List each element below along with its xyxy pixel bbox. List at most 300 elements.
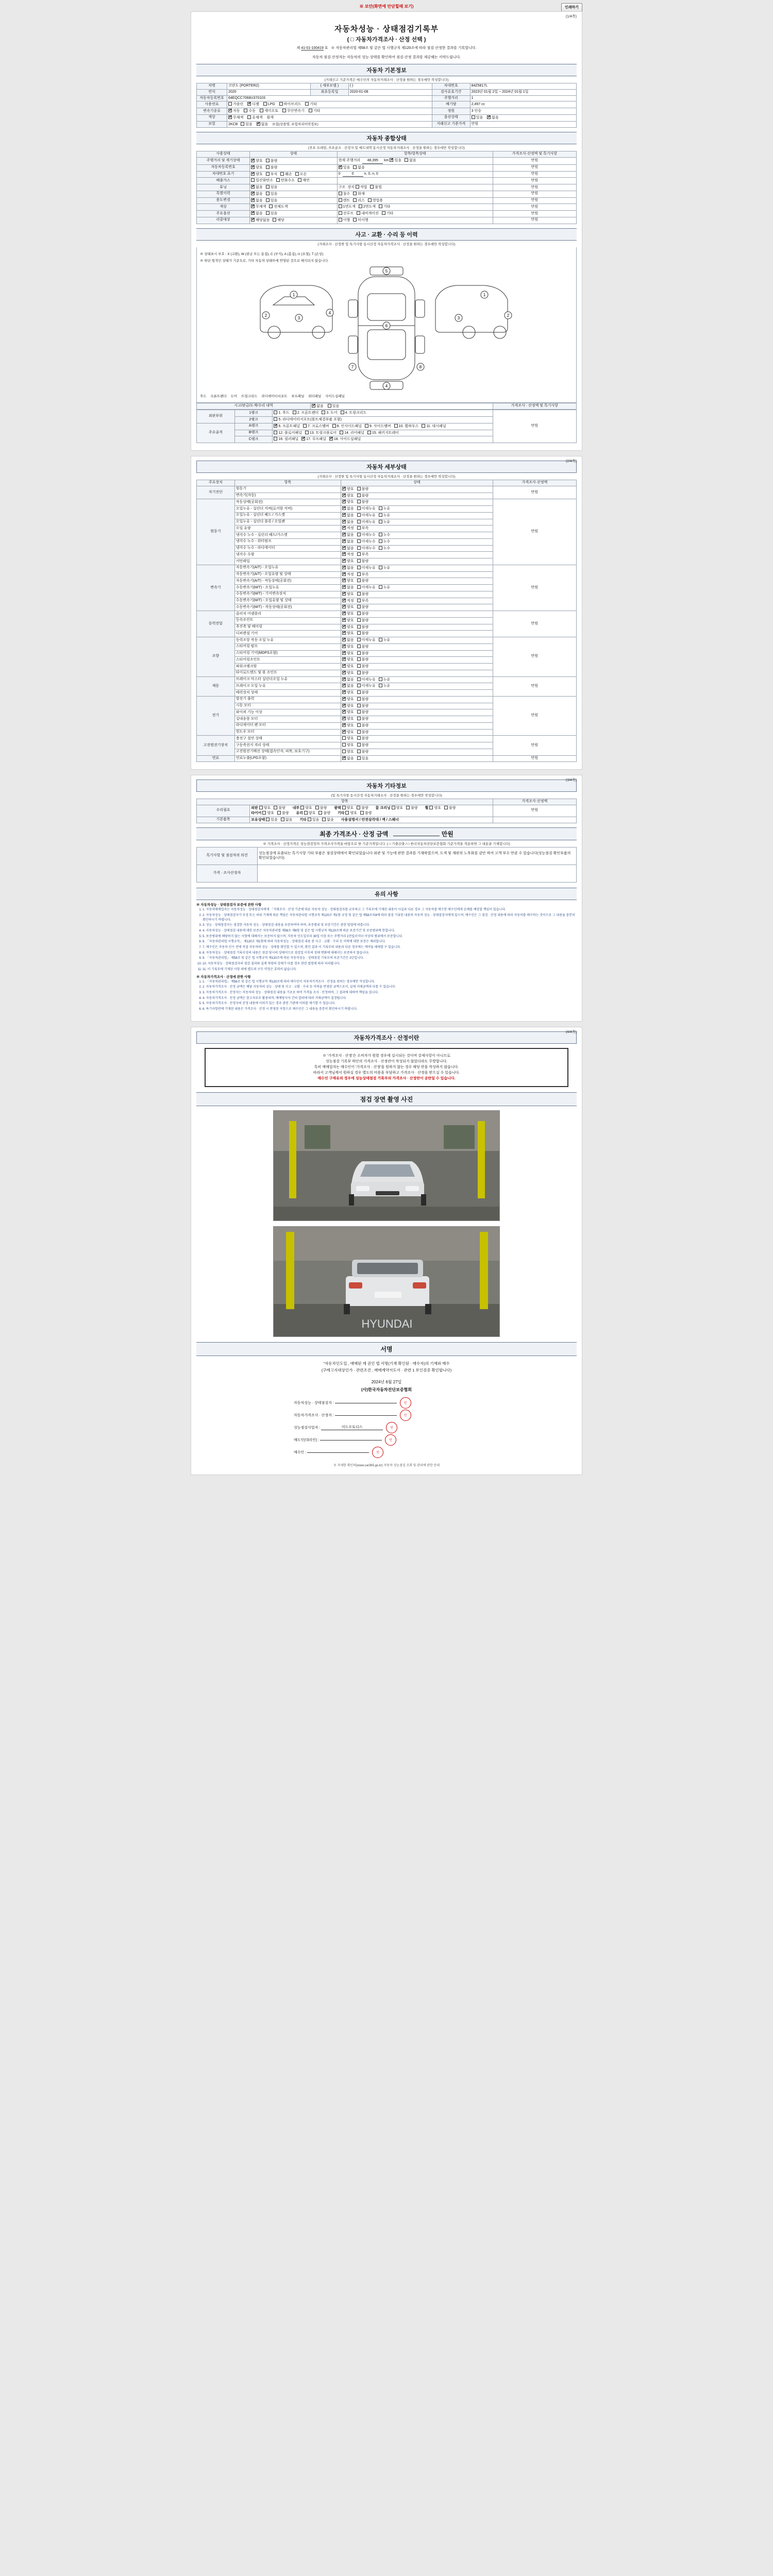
detail-5-1-opt-1[interactable]: 미세누유 bbox=[357, 684, 376, 689]
detail-1-4-opt-1[interactable]: 부족 bbox=[357, 526, 369, 531]
legend-item-4: 트렁크리드 bbox=[241, 394, 258, 398]
overall-c2-8-opt-0[interactable]: 선루프 bbox=[339, 211, 354, 216]
detail-4-0-opt-1[interactable]: 미세누유 bbox=[357, 638, 376, 643]
base-price-unit: 만원 bbox=[470, 121, 576, 128]
option-opt-yes[interactable]: 있음 bbox=[472, 115, 483, 121]
overall-c2-6-opt-0[interactable]: 렌트 bbox=[339, 198, 350, 204]
detail-2-3-opt-0[interactable]: ✔ 없음 bbox=[342, 585, 354, 590]
detail-group-4: 조향 bbox=[197, 637, 235, 677]
detail-item-6-5: 윈도우 모터 bbox=[234, 729, 341, 736]
overall-c1-0-opt-1[interactable]: 불량 bbox=[266, 159, 278, 164]
detail-item-1-0: 작동상태(공회전) bbox=[234, 499, 341, 506]
signature-row-value-2: 미드오토디스 bbox=[321, 1425, 383, 1430]
etc-0-5-opt-1[interactable]: 불량 bbox=[277, 811, 289, 816]
detail-1-3-opt-1[interactable]: 미세누유 bbox=[357, 520, 376, 525]
table-row bbox=[197, 114, 577, 121]
detail-7-2-opt-0[interactable]: 양호 bbox=[342, 750, 354, 755]
seats-unit: 인승 bbox=[474, 109, 481, 113]
etc-0-1: 내부 양호 불량 bbox=[292, 806, 327, 810]
grade-0-item-0[interactable]: 1. 후드 bbox=[274, 411, 289, 416]
detail-4-0-opt-0[interactable]: ✔ 없음 bbox=[342, 638, 354, 643]
overall-c1-7-opt-1[interactable]: 전체도색 bbox=[269, 205, 288, 210]
tr-opt-etc[interactable]: 기타 bbox=[309, 109, 321, 114]
detail-5-0-opt-0[interactable]: ✔ 없음 bbox=[342, 677, 354, 683]
detail-0-0-opt-1[interactable]: 불량 bbox=[357, 487, 369, 492]
notice-item: 1. 1. 「자동차관리법」 제58조 및 같은 법 시행규칙 제120조에 따라 매수인이 자동차가격조사 · 산정을 원하는 경우에만 작성합니다. bbox=[203, 980, 577, 985]
accident-opt-yes[interactable]: 있음 bbox=[328, 404, 340, 409]
table-row bbox=[197, 565, 577, 571]
tr-opt-manual[interactable]: 수동 bbox=[244, 109, 256, 114]
table-row bbox=[197, 817, 577, 823]
detail-1-1-opt-2[interactable]: 누유 bbox=[379, 506, 391, 512]
page-3 bbox=[191, 775, 582, 1021]
overall-c2-7-opt-1[interactable]: 2면도색 bbox=[359, 205, 376, 210]
detail-0-1-opt-1[interactable]: 불량 bbox=[357, 494, 369, 499]
price-row-value-1 bbox=[257, 865, 576, 883]
detail-6-1-opt-1[interactable]: 불량 bbox=[357, 704, 369, 709]
overall-c2-8-opt-2[interactable]: 기타 bbox=[382, 211, 394, 216]
detail-1-6-opt-0[interactable]: ✔ 없음 bbox=[342, 539, 354, 545]
detail-price-6: 만원 bbox=[493, 696, 576, 736]
overall-c1-8-opt-1[interactable]: 있음 bbox=[266, 211, 278, 216]
overall-c2-6-opt-1[interactable]: 리스 bbox=[353, 198, 365, 204]
notice-item: 2. 2. 자동차가격조사 · 산정 금액은 해당 자동차의 성능 · 상태 및 사고 · 교환 · 수리 등 이력을 반영한 금액으로서, 실제 거래금액과 다를 수 있습니다. bbox=[203, 985, 577, 990]
detail-6-3-opt-0[interactable]: ✔ 양호 bbox=[342, 717, 354, 722]
notice-item: 4. 4. 자동차가격조사 · 산정 금액은 참고자료로 활용되며, 매매당사자 간의 합의에 따라 거래금액이 결정됩니다. bbox=[203, 996, 577, 1001]
grade-1-item-0[interactable]: 5. 라디에이터서포트(볼트체결부품 포함) bbox=[274, 417, 342, 422]
detail-5-2-opt-0[interactable]: ✔ 양호 bbox=[342, 690, 354, 696]
grade-4-item-1[interactable]: ✔ 17. 루프패널 bbox=[301, 437, 326, 442]
detail-4-4-opt-0[interactable]: ✔ 양호 bbox=[342, 664, 354, 669]
car-name-label: 차명 bbox=[197, 83, 227, 90]
detail-4-0-opt-2[interactable]: 누유 bbox=[379, 638, 391, 643]
table-row bbox=[197, 121, 577, 128]
insurance-opt-yes[interactable]: 있음 bbox=[241, 122, 253, 127]
detail-0-1-opt-0[interactable]: ✔ 양호 bbox=[342, 494, 354, 499]
fuel-opt-diesel[interactable]: ✔ 디젤 bbox=[247, 102, 259, 107]
overall-c1-6-opt-1[interactable]: 있음 bbox=[266, 198, 278, 204]
insurance-extra: 보험(상품명, 보험처리이력정보) bbox=[272, 122, 318, 126]
option-opt-no[interactable]: ✔ 없음 bbox=[487, 115, 499, 121]
table-row bbox=[197, 611, 577, 618]
legend-item-1: 후드 bbox=[200, 394, 207, 398]
notice-item: 4. 4. 자동차성능 · 상태점검 내용에 대한 보증은 자동차관리법 제58조 제6항 및 같은 법 시행규칙 제120조에 따른 보증기간 및 보증범위에 한합니다. bbox=[203, 929, 577, 934]
overall-c1-9-opt-1[interactable]: 해당 bbox=[273, 218, 284, 223]
detail-1-6-opt-2[interactable]: 누수 bbox=[379, 539, 391, 545]
grade-2-item-2[interactable]: 8. 인사이드패널 bbox=[332, 424, 362, 429]
color-opt-chromatic[interactable]: 유채색 bbox=[247, 115, 262, 121]
caution-line-1: ※ '가격조사 · 산정'은 소비자가 원할 경우에 실시되는 것이며 강제사항이 아니므로 bbox=[323, 1054, 450, 1058]
detail-4-4-opt-1[interactable]: 불량 bbox=[357, 664, 369, 669]
detail-state-3-0 bbox=[341, 611, 493, 618]
detail-4-2-opt-0[interactable]: ✔ 양호 bbox=[342, 651, 354, 656]
grade-rank-3: B랭크 bbox=[234, 430, 273, 436]
detail-1-2-opt-0[interactable]: ✔ 없음 bbox=[342, 513, 354, 518]
detail-2-0-opt-2[interactable]: 누유 bbox=[379, 566, 391, 571]
detail-8-0-opt-1[interactable]: 있음 bbox=[357, 756, 369, 761]
detail-item-5-0: 브레이크 마스터 실린더오일 누유 bbox=[234, 676, 341, 683]
overall-c2-5-opt-1[interactable]: 화재 bbox=[353, 192, 365, 197]
etc-0-4-opt-1[interactable]: 불량 bbox=[444, 806, 456, 811]
grade-2-item-5[interactable]: 11. 대시패널 bbox=[422, 424, 446, 429]
table-row bbox=[197, 191, 577, 197]
detail-group-6: 전기 bbox=[197, 696, 235, 736]
etc-1-1-opt-1[interactable]: 없음 bbox=[322, 818, 334, 823]
etc-0-0-opt-0[interactable]: 양호 bbox=[259, 806, 271, 811]
detail-6-4-opt-0[interactable]: ✔ 양호 bbox=[342, 723, 354, 728]
overall-c1-3-opt-2[interactable]: 매연 bbox=[298, 178, 310, 183]
detail-3-2-opt-0[interactable]: ✔ 양호 bbox=[342, 625, 354, 630]
tr-opt-cvt[interactable]: 무단변속기 bbox=[282, 109, 305, 114]
detail-3-0-opt-0[interactable]: ✔ 양호 bbox=[342, 612, 354, 617]
overall-c1-5-opt-0[interactable]: ✔ 없음 bbox=[251, 192, 263, 197]
detail-7-0-opt-1[interactable]: 불량 bbox=[357, 736, 369, 741]
fuel-opt-etc[interactable]: 기타 bbox=[305, 102, 317, 107]
etc-0-4-opt-0[interactable]: 양호 bbox=[429, 806, 441, 811]
notice-title: 유의 사항 bbox=[196, 888, 577, 900]
seats-number: 3 bbox=[471, 109, 474, 113]
overall-c1-1-opt-0[interactable]: ✔ 양호 bbox=[251, 165, 263, 171]
notice-item: 11. 11. 이 기록부에 기재된 사항 외에 별도의 구두 약정은 효력이 없습니다. bbox=[203, 968, 577, 972]
detail-1-5-opt-2[interactable]: 누수 bbox=[379, 533, 391, 538]
overall-c1-7-opt-0[interactable]: ✔ 무채색 bbox=[251, 205, 266, 210]
table-row bbox=[197, 499, 577, 506]
detail-7-1-opt-0[interactable]: 양호 bbox=[342, 743, 354, 748]
grade-2-item-3[interactable]: 9. 사이드멤버 bbox=[365, 424, 391, 429]
option-value bbox=[470, 114, 576, 121]
overall-c2-1-opt-0[interactable]: ✔ 있음 bbox=[339, 165, 350, 171]
etc-0-1-opt-1[interactable]: 불량 bbox=[315, 806, 327, 811]
etc-1-0-opt-1[interactable]: 없음 bbox=[281, 818, 293, 823]
detail-price-7: 만원 bbox=[493, 736, 576, 755]
detail-1-2-opt-2[interactable]: 누유 bbox=[379, 513, 391, 518]
etc-0-7-opt-1[interactable]: 불량 bbox=[360, 811, 372, 816]
table-row bbox=[197, 637, 577, 644]
notice-item: 5. 5. 보증범위에 해당하지 않는 사항에 대해서는 보증하지 않으며, 자동차 인도일부터 30일 이상 또는 주행거리 2천킬로미터 이상의 범위에서 보증합니다. bbox=[203, 935, 577, 939]
signature-row: 자동차성능 · 상태점검자 : 인 bbox=[294, 1397, 479, 1409]
detail-price-0: 만원 bbox=[493, 486, 576, 499]
grade-2-item-0[interactable]: ✔ 6. 프론트패널 bbox=[274, 424, 300, 429]
tr-opt-auto[interactable]: ✔ 자동 bbox=[228, 109, 240, 114]
detail-1-3-opt-2[interactable]: 누유 bbox=[379, 520, 391, 525]
detail-state-1-9 bbox=[341, 558, 493, 565]
detail-2-3-opt-1[interactable]: 미세누유 bbox=[357, 585, 376, 590]
detail-item-2-0: 자동변속기(A/T) - 오일누유 bbox=[234, 565, 341, 571]
photo-front-image bbox=[274, 1111, 500, 1221]
grade-2-item-1[interactable]: 7. 크로스멤버 bbox=[303, 424, 329, 429]
overall-c1-4-opt-0[interactable]: ✔ 없음 bbox=[251, 185, 263, 190]
overall-c1-2-opt-2[interactable]: 훼손 bbox=[280, 172, 292, 177]
detail-item-2-2: 자동변속기(A/T) - 작동상태(공회전) bbox=[234, 578, 341, 585]
detail-7-1-opt-1[interactable]: 불량 bbox=[357, 743, 369, 748]
overall-c2-0-opt-1[interactable]: 없음 bbox=[405, 158, 416, 163]
notice-s1-list bbox=[203, 908, 577, 972]
table-row bbox=[197, 848, 577, 865]
detail-6-2-opt-0[interactable]: ✔ 양호 bbox=[342, 710, 354, 715]
detail-item-3-2: 추진축 및 베어링 bbox=[234, 624, 341, 631]
grade-3-item-1[interactable]: 13. 트렁크플로어 bbox=[305, 431, 337, 436]
overall-c2-9-opt-0[interactable]: 이행 bbox=[339, 218, 350, 223]
grade-2-item-4[interactable]: 10. 휠하우스 bbox=[394, 424, 419, 429]
detail-4-1-opt-0[interactable]: ✔ 양호 bbox=[342, 645, 354, 650]
detail-state-5-0 bbox=[341, 676, 493, 683]
detail-item-6-4: 라디에이터 팬 모터 bbox=[234, 722, 341, 729]
detail-1-7-opt-0[interactable]: ✔ 없음 bbox=[342, 546, 354, 551]
overall-c1-2-opt-0[interactable]: ✔ 양호 bbox=[251, 172, 263, 177]
grade-body bbox=[197, 410, 577, 443]
grade-0-item-2[interactable]: 3. 도어 bbox=[322, 411, 337, 416]
overall-row-state-4 bbox=[250, 184, 338, 191]
page-1 bbox=[191, 11, 582, 451]
overall-row-state-1 bbox=[250, 164, 338, 171]
tr-opt-semi[interactable]: 세미오토 bbox=[260, 109, 278, 114]
detail-2-0-opt-0[interactable]: ✔ 없음 bbox=[342, 566, 354, 571]
etc-0-6-opt-1[interactable]: 불량 bbox=[318, 811, 330, 816]
detail-2-1-opt-1[interactable]: 부족 bbox=[357, 572, 369, 578]
grade-4-item-2[interactable]: ✔ 18. 사이드실패널 bbox=[329, 437, 361, 442]
mileage-label: 주행거리 bbox=[432, 95, 470, 101]
detail-1-6-opt-1[interactable]: 미세누수 bbox=[357, 539, 376, 545]
grade-0-item-1[interactable]: 2. 프론트펜더 bbox=[293, 411, 319, 416]
detail-6-4-opt-1[interactable]: 불량 bbox=[357, 723, 369, 728]
detail-6-5-opt-1[interactable]: 불량 bbox=[357, 730, 369, 735]
trim-value: ( ) bbox=[348, 83, 432, 90]
signature-band: 서명 bbox=[196, 1342, 577, 1356]
overall-c2-4-opt-0[interactable]: 적법 bbox=[356, 185, 367, 190]
detail-state-4-5 bbox=[341, 670, 493, 676]
table-row bbox=[197, 865, 577, 883]
detail-4-2-opt-1[interactable]: 불량 bbox=[357, 651, 369, 656]
detail-1-9-opt-0[interactable]: ✔ 양호 bbox=[342, 559, 354, 564]
detail-3-3-opt-0[interactable]: ✔ 양호 bbox=[342, 631, 354, 636]
detail-5-2-opt-1[interactable]: 불량 bbox=[357, 690, 369, 696]
page-2 bbox=[191, 456, 582, 770]
overall-row-price-9: 만원 bbox=[493, 217, 576, 224]
overall-c2-5-opt-0[interactable]: 침수 bbox=[339, 192, 350, 197]
table-row bbox=[197, 184, 577, 191]
detail-5-1-opt-2[interactable]: 누유 bbox=[379, 684, 391, 689]
detail-1-7-opt-2[interactable]: 누수 bbox=[379, 546, 391, 551]
detail-1-3-opt-0[interactable]: ✔ 없음 bbox=[342, 520, 354, 525]
etc-0-2-opt-1[interactable]: 불량 bbox=[357, 806, 368, 811]
detail-1-0-opt-0[interactable]: ✔ 양호 bbox=[342, 500, 354, 505]
overall-c2-9-opt-1[interactable]: 미이행 bbox=[353, 218, 368, 223]
overall-c1-4-opt-1[interactable]: 있음 bbox=[266, 185, 278, 190]
accident-diagram-wrap bbox=[196, 247, 577, 403]
detail-2-0-opt-1[interactable]: 미세누유 bbox=[357, 566, 376, 571]
overall-c1-9-opt-0[interactable]: ✔ 해당없음 bbox=[251, 218, 270, 223]
detail-group-3: 동력전달 bbox=[197, 611, 235, 637]
detail-item-7-2: 고전원전기배선 상태(접속단자, 피복, 보호기구) bbox=[234, 749, 341, 755]
etc-0-5-opt-0[interactable]: 양호 bbox=[262, 811, 274, 816]
overall-c2-4-opt-1[interactable]: 불법 bbox=[370, 185, 382, 190]
detail-5-1-opt-0[interactable]: ✔ 없음 bbox=[342, 684, 354, 689]
overall-c2-0-opt-0[interactable]: ✔ 있음 bbox=[390, 158, 401, 163]
overall-c1-3-opt-1[interactable]: 탄화수소 bbox=[276, 178, 295, 183]
overall-c2-7-opt-2[interactable]: 기타 bbox=[379, 205, 391, 210]
detail-state-7-1 bbox=[341, 742, 493, 749]
signature-row-label-4: 매수인 bbox=[294, 1450, 305, 1454]
detail-1-0-opt-1[interactable]: 불량 bbox=[357, 500, 369, 505]
overall-row-price-5: 만원 bbox=[493, 191, 576, 197]
grade-0-item-3[interactable]: 4. 트렁크리드 bbox=[341, 411, 367, 416]
detail-item-7-1: 구동축전지 격리 상태 bbox=[234, 742, 341, 749]
seats-value bbox=[470, 108, 576, 115]
grade-4-item-0[interactable]: 16. 필러패널 bbox=[274, 437, 298, 442]
etc-1-2: 사용설명서 / 안전삼각대 / 잭 / 스패너 bbox=[341, 818, 399, 822]
detail-item-7-0: 충전구 절연 상태 bbox=[234, 736, 341, 742]
detail-2-4-opt-1[interactable]: 불량 bbox=[357, 592, 369, 597]
overall-c1-3-opt-0[interactable]: 일산화탄소 bbox=[251, 178, 273, 183]
overall-c2-8-opt-1[interactable]: 내비게이션 bbox=[357, 211, 379, 216]
etc-0-3-opt-1[interactable]: 불량 bbox=[406, 806, 418, 811]
detail-4-3-opt-0[interactable]: ✔ 양호 bbox=[342, 657, 354, 663]
detail-1-9-opt-1[interactable]: 불량 bbox=[357, 559, 369, 564]
print-button[interactable]: 인쇄하기 bbox=[561, 3, 582, 12]
fuel-opt-lpg[interactable]: LPG bbox=[263, 102, 275, 107]
etc-row-label-0: 수리필요 bbox=[197, 805, 250, 817]
detail-2-1-opt-0[interactable]: ✔ 적정 bbox=[342, 572, 354, 578]
overall-row-state-6 bbox=[250, 197, 338, 204]
displacement-unit: cc bbox=[481, 102, 485, 106]
detail-1-1-opt-1[interactable]: 미세누유 bbox=[357, 506, 376, 512]
detail-2-6-opt-0[interactable]: ✔ 양호 bbox=[342, 605, 354, 610]
signature-row: 매도인(대리인) : 인 bbox=[294, 1434, 479, 1446]
overall-c2-6-opt-2[interactable]: 영업용 bbox=[368, 198, 383, 204]
detail-6-2-opt-1[interactable]: 불량 bbox=[357, 710, 369, 715]
overall-c1-2-opt-3[interactable]: 오손 bbox=[295, 172, 307, 177]
detail-note: (거래조사 · 산정한 및 특기사항 동시산정 자동차거래조사 · 산정을 원하는 경우에만 작성합니다) bbox=[317, 475, 456, 479]
price-band bbox=[196, 827, 577, 840]
detail-6-0-opt-0[interactable]: ✔ 양호 bbox=[342, 697, 354, 702]
overall-c1-2-opt-1[interactable]: 부식 bbox=[266, 172, 278, 177]
overall-c1-1-opt-1[interactable]: 불량 bbox=[266, 165, 278, 171]
detail-3-2-opt-1[interactable]: 불량 bbox=[357, 625, 369, 630]
overall-c2-1-opt-1[interactable]: 없음 bbox=[353, 165, 365, 171]
detail-item-1-1: 오일누유 - 실린더 커버(로커암 커버) bbox=[234, 506, 341, 513]
overall-c1-8-opt-0[interactable]: ✔ 없음 bbox=[251, 211, 263, 216]
detail-3-3-opt-1[interactable]: 불량 bbox=[357, 631, 369, 636]
detail-group-1: 원동기 bbox=[197, 499, 235, 565]
detail-1-7-opt-1[interactable]: 미세누수 bbox=[357, 546, 376, 551]
detail-1-5-opt-1[interactable]: 미세누수 bbox=[357, 533, 376, 538]
overall-c1-6-opt-0[interactable]: ✔ 없음 bbox=[251, 198, 263, 204]
color-value: 흰색 bbox=[266, 115, 274, 120]
detail-4-1-opt-1[interactable]: 불량 bbox=[357, 645, 369, 650]
etc-1-1-opt-0[interactable]: 있음 bbox=[308, 818, 320, 823]
etc-0-7-opt-0[interactable]: 양호 bbox=[345, 811, 357, 816]
fuel-opt-hybrid[interactable]: 하이브리드 bbox=[279, 102, 301, 107]
overall-c2-7-opt-0[interactable]: 1면도색 bbox=[339, 205, 356, 210]
detail-6-0-opt-1[interactable]: 불량 bbox=[357, 697, 369, 702]
detail-6-1-opt-0[interactable]: ✔ 양호 bbox=[342, 704, 354, 709]
overall-c1-5-opt-1[interactable]: 있음 bbox=[266, 192, 278, 197]
detail-state-2-4 bbox=[341, 591, 493, 598]
detail-3-1-opt-0[interactable]: ✔ 양호 bbox=[342, 618, 354, 623]
detail-4-3-opt-1[interactable]: 불량 bbox=[357, 657, 369, 663]
detail-state-5-1 bbox=[341, 683, 493, 690]
detail-head-3: 가격조사·산정액 bbox=[493, 480, 576, 486]
detail-7-0-opt-0[interactable]: 양호 bbox=[342, 736, 354, 741]
detail-0-0-opt-0[interactable]: ✔ 양호 bbox=[342, 487, 354, 492]
detail-2-3-opt-2[interactable]: 누유 bbox=[379, 585, 391, 590]
detail-4-5-opt-0[interactable]: ✔ 양호 bbox=[342, 671, 354, 676]
seal-icon: 인 bbox=[400, 1397, 411, 1409]
detail-8-0-opt-0[interactable]: ✔ 없음 bbox=[342, 756, 354, 761]
grade-items-4 bbox=[273, 436, 493, 443]
grade-3-item-2[interactable]: 14. 리어패널 bbox=[340, 431, 364, 436]
signature-row-value-1 bbox=[335, 1415, 397, 1416]
inspection-value: 2023년 01월 2일 ~ 2024년 01월 1일 bbox=[470, 89, 576, 95]
fuel-opt-gasoline[interactable]: 가솔린 bbox=[228, 102, 243, 107]
detail-2-2-opt-1[interactable]: 불량 bbox=[357, 579, 369, 584]
detail-6-3-opt-1[interactable]: 불량 bbox=[357, 717, 369, 722]
detail-1-4-opt-0[interactable]: ✔ 적정 bbox=[342, 526, 354, 531]
seal-icon: 인 bbox=[400, 1410, 411, 1421]
legend-item-8: 사이드실패널 bbox=[325, 394, 345, 398]
accident-opt-none[interactable]: ✔ 없음 bbox=[312, 404, 324, 409]
detail-5-0-opt-2[interactable]: 누유 bbox=[379, 677, 391, 683]
detail-3-1-opt-1[interactable]: 불량 bbox=[357, 618, 369, 623]
etc-1-0-opt-0[interactable]: 있음 bbox=[266, 818, 278, 823]
topbar-page1 bbox=[191, 3, 582, 10]
detail-state-6-3 bbox=[341, 716, 493, 723]
detail-2-2-opt-0[interactable]: ✔ 양호 bbox=[342, 579, 354, 584]
signature-rows bbox=[294, 1397, 479, 1459]
etc-0-6-opt-0[interactable]: 양호 bbox=[304, 811, 316, 816]
etc-0-0-opt-1[interactable]: 불량 bbox=[274, 806, 285, 811]
detail-5-0-opt-1[interactable]: 미세누유 bbox=[357, 677, 376, 683]
table-row bbox=[197, 89, 577, 95]
grade-3-item-0[interactable]: 12. 플로어패널 bbox=[274, 431, 302, 436]
insurance-opt-no[interactable]: ✔ 없음 bbox=[257, 122, 268, 127]
detail-2-5-opt-0[interactable]: ✔ 적정 bbox=[342, 599, 354, 604]
doc-no-value: 41-01-100419 bbox=[301, 46, 324, 50]
detail-band: 자동차 세부상태 bbox=[196, 461, 577, 473]
detail-state-4-4 bbox=[341, 664, 493, 670]
etc-0-2-opt-0[interactable]: 양호 bbox=[342, 806, 354, 811]
detail-7-2-opt-1[interactable]: 불량 bbox=[357, 750, 369, 755]
detail-2-5-opt-1[interactable]: 부족 bbox=[357, 599, 369, 604]
detail-2-6-opt-1[interactable]: 불량 bbox=[357, 605, 369, 610]
detail-2-4-opt-0[interactable]: ✔ 양호 bbox=[342, 592, 354, 597]
mileage-number: 1 bbox=[471, 96, 474, 100]
detail-1-8-opt-0[interactable]: ✔ 적정 bbox=[342, 552, 354, 557]
overall-row-state-2 bbox=[250, 171, 338, 178]
overall-c1-0-opt-0[interactable]: ✔ 양호 bbox=[251, 159, 263, 164]
detail-state-2-6 bbox=[341, 604, 493, 611]
detail-item-1-5: 냉각수 누수 - 실린더 헤드/가스켓 bbox=[234, 532, 341, 539]
detail-1-5-opt-0[interactable]: ✔ 없음 bbox=[342, 533, 354, 538]
etc-0-0: 외판 양호 불량 bbox=[251, 806, 285, 810]
detail-4-5-opt-1[interactable]: 불량 bbox=[357, 671, 369, 676]
detail-6-5-opt-0[interactable]: ✔ 양호 bbox=[342, 730, 354, 735]
etc-0-1-opt-0[interactable]: 양호 bbox=[300, 806, 312, 811]
detail-1-8-opt-1[interactable]: 부족 bbox=[357, 552, 369, 557]
doc-no-label: 제 bbox=[296, 46, 300, 50]
etc-0-3-opt-0[interactable]: 양호 bbox=[392, 806, 404, 811]
grade-3-item-3[interactable]: 15. 패키지트레이 bbox=[367, 431, 399, 436]
signature-date: 2024년 6월 27일 bbox=[371, 1379, 402, 1384]
mileage-value bbox=[470, 95, 576, 101]
notice-item: 2. 2. 자동차성능 · 상태점검자가 부정 또는 허위 기재에 따른 책임은 자동차관리법 시행규칙 제120조 제1항 규정 및 같은 법 제58조의4에 따라 점검 기록한 내용의 자동차 성능 · 상태점검자에게 있으며, 매수인은 그 점검 · 산정 내용에 따라 자동차를 매수하는 것이므로 그 내용을 충분히 확인하시기 바랍니다. bbox=[203, 913, 577, 922]
page-number-1: (1/4쪽) bbox=[565, 15, 577, 19]
caution-band: 자동차가격조사 · 산정이란 bbox=[196, 1031, 577, 1044]
detail-1-1-opt-0[interactable]: ✔ 없음 bbox=[342, 506, 354, 512]
color-opt-achromatic[interactable]: ✔ 무채색 bbox=[228, 115, 243, 121]
detail-3-0-opt-1[interactable]: 불량 bbox=[357, 612, 369, 617]
detail-1-2-opt-1[interactable]: 미세누유 bbox=[357, 513, 376, 518]
